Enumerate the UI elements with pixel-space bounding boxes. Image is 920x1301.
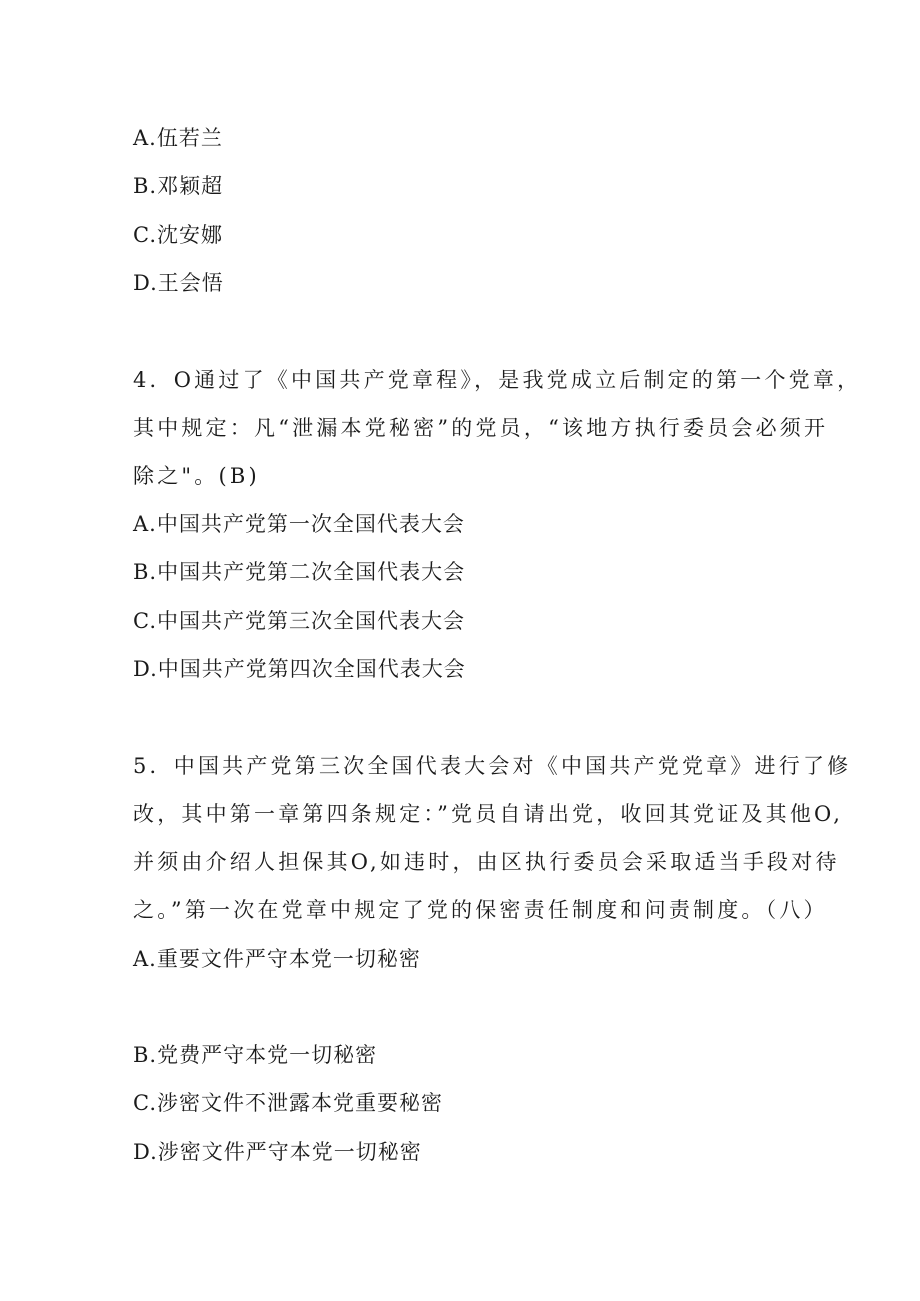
q5-text-line-1: 5．中国共产党第三次全国代表大会对《中国共产党党章》进行了修 <box>133 754 852 778</box>
q4-option-b: B.中国共产党第二次全国代表大会 <box>133 560 466 584</box>
q5-option-c: C.涉密文件不泄露本党重要秘密 <box>133 1091 443 1115</box>
q4-text-line-3: 除之"。(B) <box>133 464 260 488</box>
q4-option-a: A.中国共产党第一次全国代表大会 <box>133 512 465 536</box>
q5-text-line-4: 之。”第一次在党章中规定了党的保密责任制度和问责制度。（八） <box>133 898 828 922</box>
q3-option-a: A.伍若兰 <box>133 126 223 150</box>
q3-option-d: D.王会悟 <box>133 271 224 295</box>
q5-option-b: B.党费严守本党一切秘密 <box>133 1043 378 1067</box>
q5-option-a: A.重要文件严守本党一切秘密 <box>133 947 421 971</box>
q5-text-line-3: 并须由介绍人担保其O,如违时，由区执行委员会采取适当手段对待 <box>133 850 840 874</box>
q4-option-d: D.中国共产党第四次全国代表大会 <box>133 657 466 681</box>
q5-option-d: D.涉密文件严守本党一切秘密 <box>133 1140 422 1164</box>
q4-text-line-2: 其中规定：凡“泄漏本党秘密”的党员，“该地方执行委员会必须开 <box>133 416 829 440</box>
q4-text-line-1: 4．O通过了《中国共产党章程》，是我党成立后制定的第一个党章， <box>133 368 862 392</box>
q3-option-c: C.沈安娜 <box>133 223 223 247</box>
q3-option-b: B.邓颖超 <box>133 174 224 198</box>
q4-option-c: C.中国共产党第三次全国代表大会 <box>133 609 465 633</box>
q5-text-line-2: 改，其中第一章第四条规定：”党员自请出党，收回其党证及其他O, <box>133 802 844 826</box>
